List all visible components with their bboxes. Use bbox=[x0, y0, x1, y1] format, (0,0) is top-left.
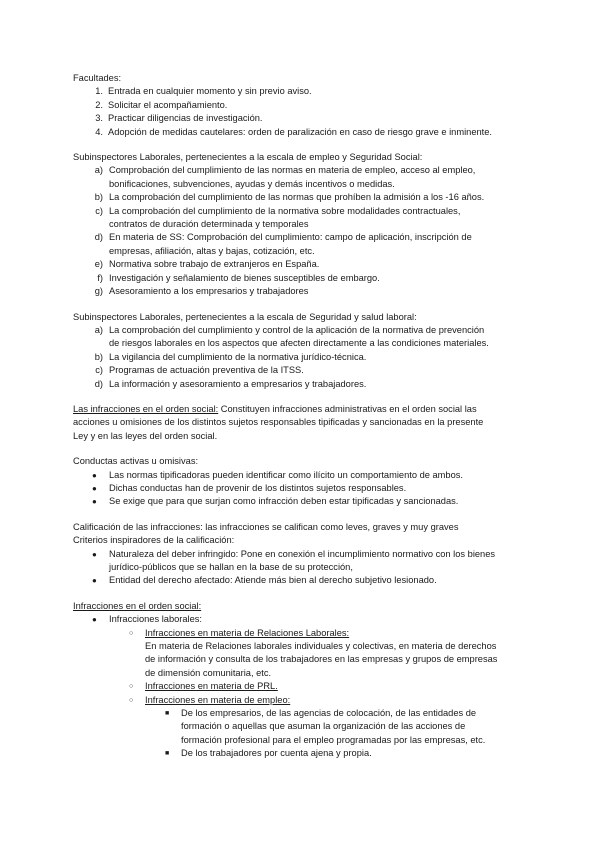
orden-social-list bbox=[73, 613, 531, 626]
list-item: a) Comprobación del cumplimiento de las normas en materia de empleo, acceso al empleo, bonificaciones, subvenciones, ayudas y demás incentivos o medidas. bbox=[94, 165, 476, 189]
list-item: ● Entidad del derecho afectado: Atiende más bien al derecho subjetivo lesionado. bbox=[73, 574, 531, 587]
list-item: ● Infracciones laborales: bbox=[73, 613, 531, 626]
list-item: ● Las normas tipificadoras pueden identificar como ilícito un comportamiento de ambos. bbox=[73, 469, 531, 482]
calificacion-paragraph: Calificación de las infracciones: las infracciones se califican como leves, graves y muy graves Criterios inspiradores de la calificación: bbox=[73, 521, 459, 546]
circle-bullet-icon: ○ bbox=[129, 683, 134, 691]
infracciones-empleo-sublist bbox=[73, 707, 531, 761]
subinspectores-prl-list bbox=[73, 324, 531, 391]
document-body bbox=[73, 72, 531, 761]
calificacion-list bbox=[73, 548, 531, 588]
list-item: ■ De los trabajadores por cuenta ajena y propia. bbox=[73, 747, 531, 760]
square-bullet-icon: ■ bbox=[165, 710, 170, 718]
list-item: 4. Adopción de medidas cautelares: orden de paralización en caso de riesgo grave e inminente. bbox=[95, 126, 492, 137]
list-item: b) La comprobación del cumplimiento de las normas que prohíben la admisión a los -16 años. bbox=[94, 192, 485, 203]
bullet-icon: ● bbox=[92, 483, 97, 493]
list-item: ■ De los empresarios, de las agencias de colocación, de las entidades de formación o aquellas que asuman la organización de las acciones de formación profesional para el empleo programadas por las empresas, etc. bbox=[165, 708, 486, 745]
list-item: d) En materia de SS: Comprobación del cumplimiento: campo de aplicación, inscripción de empresas, afiliación, altas y bajas, cotización, etc. bbox=[94, 232, 472, 256]
bullet-icon: ● bbox=[92, 497, 97, 507]
subinspectores-empleo-list bbox=[73, 164, 531, 298]
circle-bullet-icon: ○ bbox=[129, 629, 134, 637]
conductas-heading: Conductas activas u omisivas: bbox=[73, 456, 199, 467]
list-item: d) La información y asesoramiento a empresarios y trabajadores. bbox=[94, 378, 367, 389]
bullet-icon: ● bbox=[92, 615, 97, 625]
subinspectores-empleo-heading: Subinspectores Laborales, pertenecientes a la escala de empleo y Seguridad Social: bbox=[73, 152, 423, 163]
bullet-icon: ● bbox=[92, 549, 97, 559]
list-item: c) La comprobación del cumplimiento de la normativa sobre modalidades contractuales, contratos de duración determinada y temporales bbox=[95, 205, 461, 230]
list-item: b) La vigilancia del cumplimiento de la normativa jurídico-técnica. bbox=[94, 351, 367, 362]
list-item: 2. Solicitar el acompañamiento. bbox=[95, 99, 228, 110]
list-item: c) Programas de actuación preventiva de la ITSS. bbox=[95, 365, 304, 376]
list-item: ● Dichas conductas han de provenir de los distintos sujetos responsables. bbox=[73, 482, 531, 495]
list-item: e) Normativa sobre trabajo de extranjeros en España. bbox=[94, 259, 320, 270]
facultades-list bbox=[73, 85, 531, 139]
list-item: ○ Infracciones en materia de PRL. bbox=[73, 680, 531, 693]
list-item: 1. Entrada en cualquier momento y sin previo aviso. bbox=[95, 86, 312, 97]
list-item: ● Se exige que para que surjan como infracción deben estar tipificadas y sancionadas. bbox=[73, 495, 531, 508]
list-item: ○ Infracciones en materia de empleo: bbox=[73, 694, 531, 707]
list-item: g) Asesoramiento a los empresarios y trabajadores bbox=[94, 286, 309, 297]
square-bullet-icon: ■ bbox=[165, 750, 170, 758]
facultades-heading: Facultades: bbox=[73, 73, 122, 83]
infracciones-term: Las infracciones en el orden social: bbox=[73, 403, 219, 414]
list-item: ○ Infracciones en materia de Relaciones Laborales: En materia de Relaciones laborales individuales y colectivas, en materia de derechos de información y consulta de los trabajadores en las empresas y grupos de empresas de dimensión comunitaria, etc. bbox=[129, 627, 498, 678]
conductas-list bbox=[73, 469, 531, 509]
list-item: ● Naturaleza del deber infringido: Pone en conexión el incumplimiento normativo con los bienes jurídico-públicos que se hallan en la base de su protección, bbox=[92, 548, 496, 572]
list-item: a) La comprobación del cumplimiento y control de la aplicación de la normativa de prevención de riesgos laborales en los aspectos que afecten directamente a las condiciones materiales. bbox=[94, 324, 489, 349]
infracciones-paragraph: Las infracciones en el orden social: Constituyen infracciones administrativas en el orden social las acciones u omisiones de los distintos sujetos responsables tipificadas y sancionadas en la presente Ley y en las leyes del orden social. bbox=[73, 403, 484, 441]
bullet-icon: ● bbox=[92, 576, 97, 586]
list-item: f) Investigación y señalamiento de bienes susceptibles de embargo. bbox=[97, 272, 380, 283]
bullet-icon: ● bbox=[92, 470, 97, 480]
infracciones-laborales-sublist bbox=[73, 627, 531, 707]
orden-social-heading: Infracciones en el orden social: bbox=[73, 600, 202, 611]
circle-bullet-icon: ○ bbox=[129, 696, 134, 704]
subinspectores-prl-heading: Subinspectores Laborales, pertenecientes a la escala de Seguridad y salud laboral: bbox=[73, 311, 417, 322]
list-item: 3. Practicar diligencias de investigación. bbox=[95, 113, 263, 124]
